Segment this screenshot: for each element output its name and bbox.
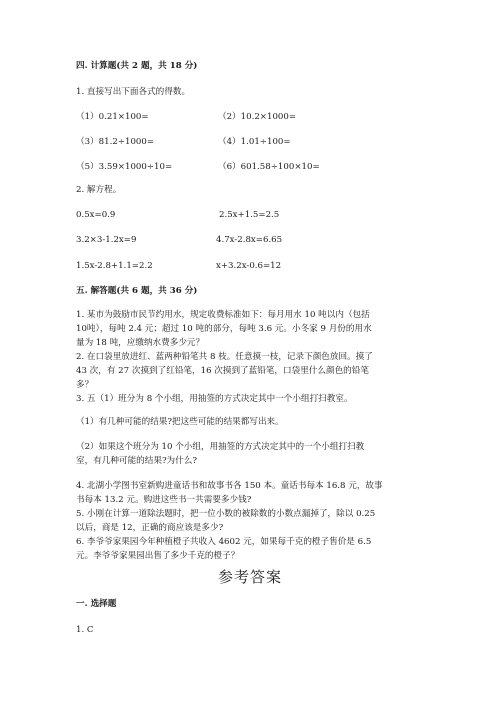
answer-item: 1. C <box>76 625 94 635</box>
calc-item: （3）81.2÷1000= <box>76 137 155 147</box>
problem-line: 书每本 13.2 元。购进这些书一共需要多少钱? <box>76 495 252 505</box>
problem-line: 10吨），每吨 2.4 元；超过 10 吨的部分，每吨 3.6 元。小冬家 9 月份的用水 <box>76 324 372 334</box>
equation-item: 4.7x-2.8x=6.65 <box>216 235 283 245</box>
sub-question: 室，有几种可能的结果?为什么? <box>76 456 197 466</box>
problem-line: 1. 某市为鼓励市民节约用水，规定收费标准如下：每月用水 10 吨以内（包括 <box>76 310 370 320</box>
sub-question: （2）如果这个班分为 10 个小组，用抽签的方式决定其中的一个小组打扫教 <box>76 442 365 452</box>
calc-item: （2）10.2×1000= <box>218 112 297 122</box>
problem-line: 量为 18 吨，应缴纳水费多少元？ <box>76 338 205 348</box>
answer-key-title: 参考答案 <box>217 568 282 586</box>
problem-line: 4. 北湖小学图书室新购进童话书和故事书各 150 本。童话书每本 16.8 元，故事 <box>76 481 383 491</box>
answer-section-heading: 一. 选择题 <box>76 599 117 609</box>
question-prompt: 1. 直接写出下面各式的得数。 <box>76 87 191 97</box>
equation-item: 1.5x-2.8+1.1=2.2 <box>76 261 153 271</box>
calc-item: （4）1.01÷100= <box>218 137 291 147</box>
problem-line: 2. 在口袋里放进红、蓝两种铅笔共 8 枝。任意摸一枝，记录下颜色放回。摸了 <box>76 352 373 362</box>
problem-line: 多？ <box>76 380 94 390</box>
problem-line: 6. 李爷爷家果园今年种植橙子共收入 4602 元，如果每千克的橙子售价是 6.5 <box>76 537 372 547</box>
calc-item: （1）0.21×100= <box>76 112 149 122</box>
problem-line: 5. 小刚在计算一道除法题时，把一位小数的被除数的小数点漏掉了，除以 0.25 <box>76 509 376 519</box>
problem-line: 3. 五（1）班分为 8 个小组，用抽签的方式决定其中一个小组打扫教室。 <box>76 394 353 404</box>
sub-question: （1）有几种可能的结果?把这些可能的结果都写出来。 <box>76 417 284 427</box>
equation-item: x+3.2x-0.6=12 <box>216 261 282 271</box>
section-heading-calculation: 四. 计算题(共 2 题，共 18 分) <box>76 61 198 71</box>
section-heading-word-problems: 五. 解答题(共 6 题，共 36 分) <box>76 286 198 296</box>
problem-line: 元。李爷爷家果园出售了多少千克的橙子？ <box>76 551 240 561</box>
equation-item: 2.5x+1.5=2.5 <box>219 210 280 220</box>
question-prompt: 2. 解方程。 <box>76 185 122 195</box>
equation-item: 0.5x=0.9 <box>76 210 116 220</box>
calc-item: （6）601.58÷100×10= <box>218 162 320 172</box>
problem-line: 43 次，有 27 次摸到了红铅笔，16 次摸到了蓝铅笔，口袋里什么颜色的铅笔 <box>76 366 369 376</box>
problem-line: 以后，商是 12，正确的商应该是多少? <box>76 523 224 533</box>
equation-item: 3.2×3-1.2x=9 <box>76 235 137 245</box>
calc-item: （5）3.59×1000÷10= <box>76 162 173 172</box>
